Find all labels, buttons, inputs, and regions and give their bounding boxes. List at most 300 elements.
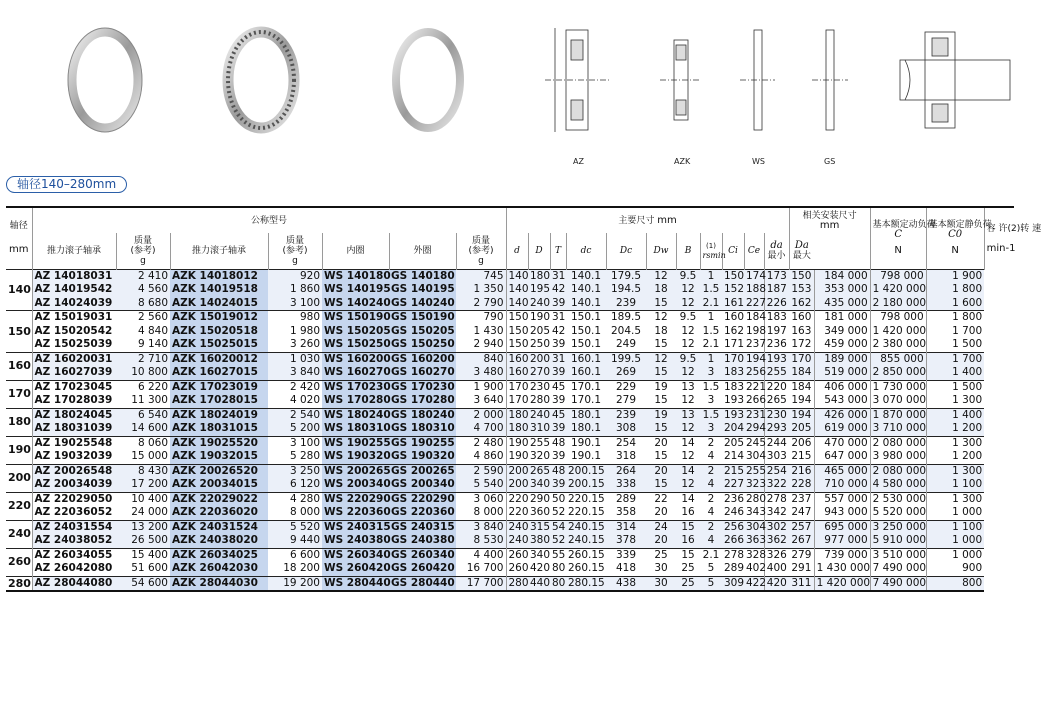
cell-az-model: AZ 24038052 xyxy=(32,534,116,548)
cell-Dc: 239 xyxy=(606,297,646,311)
cell-rs: 1 xyxy=(700,311,722,325)
cell-dyn-load: 184 000 xyxy=(814,269,870,283)
cell-D: 250 xyxy=(530,338,551,350)
cell-gs-model: GS 190255 xyxy=(391,436,455,449)
cell-dyn-load: 435 000 xyxy=(814,297,870,311)
cell-az-model: AZ 14019542 xyxy=(32,283,116,297)
cell-Ci: 256 xyxy=(724,520,745,533)
cell-rs: 2 xyxy=(700,520,722,534)
table-row xyxy=(6,297,1014,311)
needle-thrust-photo xyxy=(228,32,294,128)
cell-B: 15 xyxy=(676,548,700,562)
cell-gs-model: GS 150250 xyxy=(391,338,455,350)
cell-ring-mass: 5 540 xyxy=(456,478,506,492)
cell-speed: 1 400 xyxy=(926,408,984,422)
cell-Ce: 188 xyxy=(746,283,767,295)
cell-Dc: 308 xyxy=(606,422,646,436)
cell-rs: 2 xyxy=(700,436,722,450)
cell-da: 197 xyxy=(764,325,789,339)
cell-Da: 172 xyxy=(791,338,812,350)
cell-ws-model: WS 220360 xyxy=(324,506,391,518)
cell-az-mass: 51 600 xyxy=(131,562,168,574)
cell-d: 200 xyxy=(506,464,528,478)
cell-stat-load: 855 000 xyxy=(870,352,926,366)
cell-D: 240 xyxy=(530,296,551,309)
cell-az-model: AZ 26034055 xyxy=(32,548,116,562)
cell-Da: 194 xyxy=(789,408,814,422)
cell-d: 180 xyxy=(506,422,528,436)
washer-photo-2 xyxy=(396,32,460,128)
cell-B: 13 xyxy=(676,380,700,394)
cell-stat-load: 5 520 000 xyxy=(870,506,926,520)
cell-Ce: 255 xyxy=(746,464,767,477)
cell-D: 340 xyxy=(530,478,551,490)
cell-D: 290 xyxy=(530,492,551,505)
cell-rs: 2.1 xyxy=(700,548,722,562)
col-T: T xyxy=(550,233,566,269)
cell-ws-model: WS 150250 xyxy=(324,338,391,350)
cell-Da: 216 xyxy=(789,464,814,478)
drawing-label-gs: GS xyxy=(824,157,836,166)
cell-Ce: 304 xyxy=(746,520,767,533)
cell-rs: 4 xyxy=(707,506,715,518)
cell-azk-model: AZK 20034015 xyxy=(170,478,268,492)
cell-az-mass: 15 400 xyxy=(116,548,170,562)
cell-dc: 220.15 xyxy=(568,492,605,505)
cell-dc: 170.1 xyxy=(570,394,602,406)
cell-Ci: 215 xyxy=(724,464,745,477)
cell-az-mass: 4 840 xyxy=(137,324,168,337)
cell-ws-model: WS 240315 xyxy=(324,520,391,533)
cell-azk-mass: 1 030 xyxy=(268,352,322,366)
cell-Ci: 214 xyxy=(724,450,745,462)
cell-speed: 1 400 xyxy=(926,366,984,380)
cell-d: 180 xyxy=(506,408,528,422)
cell-Dw: 18 xyxy=(654,324,668,337)
cell-az-model: AZ 20026548 xyxy=(32,464,116,478)
cell-dyn-load: 459 000 xyxy=(814,338,870,352)
cell-azk-mass: 4 020 xyxy=(289,394,320,406)
cell-Da: 267 xyxy=(789,534,814,548)
cell-T: 48 xyxy=(552,436,566,449)
cell-az-model: AZ 22036052 xyxy=(34,506,113,518)
cell-Ci: 170 xyxy=(724,352,745,365)
cell-speed: 800 xyxy=(926,576,984,591)
bearing-drawings xyxy=(0,0,1024,176)
cell-Da: 291 xyxy=(791,562,812,574)
table-row xyxy=(6,394,1014,408)
cell-stat-load: 5 910 000 xyxy=(870,534,926,548)
cell-azk-mass: 8 000 xyxy=(289,506,320,518)
cell-ws-model: WS 170280 xyxy=(324,394,391,406)
cell-Ci: 205 xyxy=(724,436,745,449)
cell-dyn-load: 349 000 xyxy=(814,325,870,339)
cell-dyn-load: 353 000 xyxy=(814,283,870,297)
cell-azk-model: AZK 14019518 xyxy=(170,283,268,297)
cell-da: 244 xyxy=(764,436,789,450)
cell-az-model: AZ 19025548 xyxy=(32,436,116,450)
drawing-ws xyxy=(740,30,775,130)
drawing-label-az: AZ xyxy=(573,157,584,166)
cell-dc: 200.15 xyxy=(568,478,605,490)
cell-ring-mass: 8 000 xyxy=(473,506,504,518)
cell-gs-model: GS 150205 xyxy=(391,324,455,337)
table-row xyxy=(6,380,1014,394)
cell-B: 9.5 xyxy=(676,311,700,325)
cell-dyn-load: 543 000 xyxy=(814,394,870,408)
cell-rs: 1 xyxy=(700,269,722,283)
cell-d: 260 xyxy=(506,548,528,562)
cell-stat-load: 3 510 000 xyxy=(870,548,926,562)
cell-azk-model: AZK 22036020 xyxy=(170,506,268,520)
cell-Da: 311 xyxy=(789,576,814,591)
cell-azk-mass: 18 200 xyxy=(283,562,320,574)
cell-Da: 153 xyxy=(789,283,814,297)
cell-stat-load: 2 850 000 xyxy=(870,366,926,380)
cell-Da: 184 xyxy=(789,380,814,394)
cell-T: 31 xyxy=(552,311,566,323)
cell-Dw: 15 xyxy=(654,450,668,462)
table-row xyxy=(6,352,1014,366)
cell-rs: 1 xyxy=(700,352,722,366)
cell-Dw: 20 xyxy=(646,464,676,478)
cell-az-mass: 9 140 xyxy=(137,338,168,350)
cell-ws-model: WS 150190 xyxy=(324,311,391,323)
col-static-load: 基本额定静负荷 C0 N xyxy=(926,207,984,269)
cell-B: 12 xyxy=(676,478,700,492)
shaft-size: 280 xyxy=(8,576,31,590)
cell-D: 265 xyxy=(530,464,551,477)
drawing-azk xyxy=(660,40,700,120)
table-row xyxy=(6,325,1014,339)
spec-table xyxy=(6,206,1041,592)
col-Ce: Ce xyxy=(744,233,764,269)
cell-Ce: 422 xyxy=(744,576,764,591)
cell-Ci: 183 xyxy=(724,380,745,393)
col-ring-mass: 质量 (参考) g xyxy=(456,233,506,269)
cell-Dc: 378 xyxy=(606,534,646,548)
cell-d: 240 xyxy=(506,534,528,548)
cell-rs: 3 xyxy=(700,366,722,380)
cell-Ci: 309 xyxy=(722,576,744,591)
cell-T: 80 xyxy=(552,562,566,574)
cell-ring-mass: 4 860 xyxy=(473,450,504,462)
cell-Dw: 22 xyxy=(646,492,676,506)
cell-ws-model: WS 140180 xyxy=(324,269,391,282)
cell-rs: 1.5 xyxy=(700,380,722,394)
cell-Da: 162 xyxy=(789,297,814,311)
table-row xyxy=(6,422,1014,436)
cell-az-mass: 4 560 xyxy=(116,283,170,297)
cell-azk-mass: 6 600 xyxy=(268,548,322,562)
cell-Dw: 12 xyxy=(646,352,676,366)
cell-az-model: AZ 17023045 xyxy=(32,380,116,394)
cell-B: 12 xyxy=(681,450,695,462)
col-azk: 推力滚子轴承 xyxy=(170,233,268,269)
cell-Dw: 15 xyxy=(646,297,676,311)
cell-da: 193 xyxy=(764,352,789,366)
cell-rs: 4 xyxy=(700,478,722,492)
cell-gs-model: GS 140180 xyxy=(391,269,455,282)
cell-dc: 260.15 xyxy=(568,562,605,574)
cell-Dw: 30 xyxy=(646,576,676,591)
cell-gs-model: GS 200340 xyxy=(391,478,455,490)
table-row xyxy=(6,478,1014,492)
cell-da: 255 xyxy=(764,366,789,380)
cell-speed: 1 000 xyxy=(926,548,984,562)
cell-Ci: 183 xyxy=(724,366,745,378)
cell-az-model: AZ 14024039 xyxy=(32,297,116,311)
cell-D: 380 xyxy=(530,534,551,546)
cell-B: 12 xyxy=(681,338,695,350)
col-nominal: 公称型号 xyxy=(32,207,506,233)
cell-Ci: 193 xyxy=(724,408,745,421)
col-main-dims: 主要尺寸 mm xyxy=(506,207,789,233)
cell-azk-mass: 5 200 xyxy=(268,422,322,436)
cell-stat-load: 2 530 000 xyxy=(870,492,926,506)
cell-ws-model: WS 190320 xyxy=(324,450,391,462)
cell-T: 55 xyxy=(552,548,566,561)
cell-az-mass: 10 800 xyxy=(116,366,170,380)
cell-ws-model: WS 200340 xyxy=(324,478,391,490)
cell-stat-load: 7 490 000 xyxy=(870,562,926,576)
cell-gs-model: GS 170230 xyxy=(391,380,455,393)
shaft-size: 200 xyxy=(6,464,32,492)
cell-ring-mass: 1 430 xyxy=(473,324,504,337)
cell-az-mass: 8 060 xyxy=(116,436,170,450)
cell-Dc: 339 xyxy=(606,548,646,562)
cell-dc: 260.15 xyxy=(568,548,605,561)
cell-da: 236 xyxy=(764,338,789,352)
cell-azk-mass: 9 440 xyxy=(268,534,322,548)
cell-Dw: 20 xyxy=(646,436,676,450)
cell-azk-model: AZK 20026520 xyxy=(170,464,268,478)
cell-azk-model: AZK 24031524 xyxy=(170,520,268,534)
cell-dc: 150.1 xyxy=(570,324,602,337)
cell-T: 80 xyxy=(550,576,566,591)
cell-d: 140 xyxy=(506,283,528,297)
cell-d: 170 xyxy=(506,380,528,394)
cell-Ci: 160 xyxy=(724,311,745,323)
product-illustrations xyxy=(0,0,1024,176)
col-gs: 外圈 xyxy=(389,233,456,269)
cell-da: 183 xyxy=(764,311,789,325)
cell-T: 45 xyxy=(552,408,566,421)
table-row xyxy=(6,366,1014,380)
cell-azk-mass: 3 260 xyxy=(289,338,320,350)
cell-stat-load: 2 080 000 xyxy=(870,436,926,450)
cell-stat-load: 3 710 000 xyxy=(870,422,926,436)
cell-D: 195 xyxy=(530,283,551,295)
cell-azk-model: AZK 19032015 xyxy=(170,450,268,464)
cell-B: 12 xyxy=(676,366,700,380)
cell-ring-mass: 2 480 xyxy=(456,436,506,450)
cell-ring-mass: 790 xyxy=(456,311,506,325)
cell-d: 160 xyxy=(506,352,528,366)
cell-Ci: 289 xyxy=(724,562,745,574)
cell-Da: 206 xyxy=(789,436,814,450)
cell-stat-load: 2 180 000 xyxy=(870,297,926,311)
cell-D: 315 xyxy=(530,520,551,533)
cell-azk-mass: 2 420 xyxy=(268,380,322,394)
cell-az-mass: 24 000 xyxy=(131,506,168,518)
cell-azk-model: AZK 26042030 xyxy=(170,562,268,576)
table-row xyxy=(6,464,1014,478)
cell-D: 230 xyxy=(530,380,551,393)
cell-speed: 1 300 xyxy=(926,492,984,506)
cell-D: 360 xyxy=(530,506,551,518)
cell-stat-load: 3 070 000 xyxy=(870,394,926,408)
col-da: da 最小 xyxy=(764,233,789,269)
cell-azk-model: AZK 18031015 xyxy=(170,422,268,436)
col-Dc: Dc xyxy=(606,233,646,269)
cell-dyn-load: 189 000 xyxy=(814,352,870,366)
cell-Ce: 237 xyxy=(746,338,767,350)
cell-Ce: 266 xyxy=(746,394,767,406)
cell-ws-model: WS 220290 xyxy=(324,492,391,505)
cell-stat-load: 3 250 000 xyxy=(870,520,926,534)
cell-speed: 1 000 xyxy=(926,534,984,548)
cell-ring-mass: 1 350 xyxy=(456,283,506,297)
cell-speed: 1 300 xyxy=(926,464,984,478)
col-d: d xyxy=(506,233,528,269)
col-install: 相关安装尺寸 mm xyxy=(789,207,870,233)
cell-dc: 240.15 xyxy=(568,534,605,546)
cell-Dw: 15 xyxy=(654,338,668,350)
cell-ring-mass: 2 940 xyxy=(473,338,504,350)
cell-Dw: 20 xyxy=(646,534,676,548)
cell-gs-model: GS 190320 xyxy=(391,450,455,462)
cell-d: 280 xyxy=(506,576,528,591)
cell-da: 303 xyxy=(764,450,789,464)
cell-ring-mass: 4 400 xyxy=(456,548,506,562)
cell-az-mass: 15 000 xyxy=(131,450,168,462)
cell-speed: 1 000 xyxy=(926,506,984,520)
cell-T: 39 xyxy=(552,478,566,490)
cell-speed: 1 200 xyxy=(926,422,984,436)
cell-ring-mass: 3 480 xyxy=(456,366,506,380)
cell-dc: 220.15 xyxy=(568,506,605,518)
cell-azk-mass: 6 120 xyxy=(268,478,322,492)
cell-gs-model: GS 260340 xyxy=(391,548,455,561)
col-shaft: 轴径 mm xyxy=(6,207,32,269)
table-row xyxy=(6,311,1014,325)
cell-Da: 257 xyxy=(789,520,814,534)
shaft-size: 160 xyxy=(6,352,32,380)
cell-stat-load: 2 380 000 xyxy=(870,338,926,352)
cell-ws-model: WS 140240 xyxy=(324,296,391,309)
cell-ring-mass: 2 590 xyxy=(456,464,506,478)
cell-Dc: 418 xyxy=(615,562,637,574)
cell-T: 31 xyxy=(552,269,566,282)
col-az: 推力滚子轴承 xyxy=(32,233,116,269)
cell-az-model: AZ 20034039 xyxy=(32,478,116,492)
cell-ring-mass: 3 640 xyxy=(473,394,504,406)
col-ws: 内圈 xyxy=(322,233,389,269)
shaft-size: 180 xyxy=(6,408,32,436)
cell-az-mass: 14 600 xyxy=(116,422,170,436)
cell-az-model: AZ 19032039 xyxy=(34,450,113,462)
cell-az-model: AZ 22029050 xyxy=(32,492,116,506)
cell-Dc: 314 xyxy=(606,520,646,534)
cell-ws-model: WS 260420 xyxy=(324,562,391,574)
cell-ring-mass: 8 530 xyxy=(456,534,506,548)
cell-az-model: AZ 28044080 xyxy=(32,576,116,591)
cell-azk-model: AZK 14024015 xyxy=(170,297,268,311)
col-az-mass: 质量 (参考) g xyxy=(116,233,170,269)
cell-rs: 5 xyxy=(700,576,722,591)
cell-az-model: AZ 15020542 xyxy=(34,324,113,337)
cell-B: 12 xyxy=(676,422,700,436)
cell-speed: 1 600 xyxy=(926,297,984,311)
cell-da: 187 xyxy=(764,283,789,297)
cell-da: 342 xyxy=(764,506,789,520)
cell-azk-model: AZK 16027015 xyxy=(170,366,268,380)
cell-Ce: 194 xyxy=(746,352,767,365)
table-row xyxy=(6,562,1014,576)
cell-d: 220 xyxy=(506,492,528,506)
cell-da: 173 xyxy=(764,269,789,283)
cell-Ci: 236 xyxy=(724,492,745,505)
cell-speed: 1 800 xyxy=(926,283,984,297)
cell-Ce: 280 xyxy=(746,492,767,505)
cell-speed: 1 100 xyxy=(926,478,984,492)
cell-Ci: 193 xyxy=(724,394,745,406)
cell-gs-model: GS 260420 xyxy=(391,562,455,574)
cell-ws-model: WS 160200 xyxy=(324,352,391,365)
cell-Dc: 229 xyxy=(606,380,646,394)
cell-gs-model: GS 200265 xyxy=(391,464,455,477)
cell-da: 254 xyxy=(764,464,789,478)
cell-B: 14 xyxy=(676,464,700,478)
table-row xyxy=(6,576,1014,591)
cell-azk-model: AZK 14018012 xyxy=(170,269,268,283)
cell-D: 205 xyxy=(530,324,551,337)
cell-ring-mass: 3 060 xyxy=(456,492,506,506)
cell-Dw: 19 xyxy=(646,408,676,422)
cell-gs-model: GS 160270 xyxy=(391,366,455,378)
cell-dc: 150.1 xyxy=(566,311,606,325)
cell-da: 293 xyxy=(764,422,789,436)
cell-Ci: 162 xyxy=(724,324,745,337)
cell-dyn-load: 739 000 xyxy=(814,548,870,562)
shaft-size: 140 xyxy=(6,269,32,311)
cell-stat-load: 7 490 000 xyxy=(870,576,926,591)
table-row xyxy=(6,269,1014,283)
cell-Dw: 15 xyxy=(646,366,676,380)
table-row xyxy=(6,520,1014,534)
cell-Ce: 343 xyxy=(746,506,767,518)
cell-Dc: 438 xyxy=(606,576,646,591)
cell-ws-model: WS 170230 xyxy=(324,380,391,393)
cell-D: 190 xyxy=(530,311,551,323)
cell-dc: 180.1 xyxy=(566,408,606,422)
cell-gs-model: GS 280440 xyxy=(389,576,456,591)
cell-Da: 237 xyxy=(789,492,814,506)
cell-ws-model: WS 140195 xyxy=(324,283,391,295)
cell-B: 14 xyxy=(676,492,700,506)
cell-az-model: AZ 26042080 xyxy=(34,562,113,574)
cell-rs: 1.5 xyxy=(702,324,720,337)
cell-Dc: 279 xyxy=(615,394,637,406)
cell-d: 140 xyxy=(506,269,528,283)
cell-rs: 2.1 xyxy=(702,338,720,350)
cell-az-mass: 11 300 xyxy=(131,394,168,406)
cell-Dc: 269 xyxy=(606,366,646,380)
col-dc: dc xyxy=(566,233,606,269)
cell-ring-mass: 2 000 xyxy=(456,408,506,422)
cell-ws-model: WS 280440 xyxy=(322,576,389,591)
